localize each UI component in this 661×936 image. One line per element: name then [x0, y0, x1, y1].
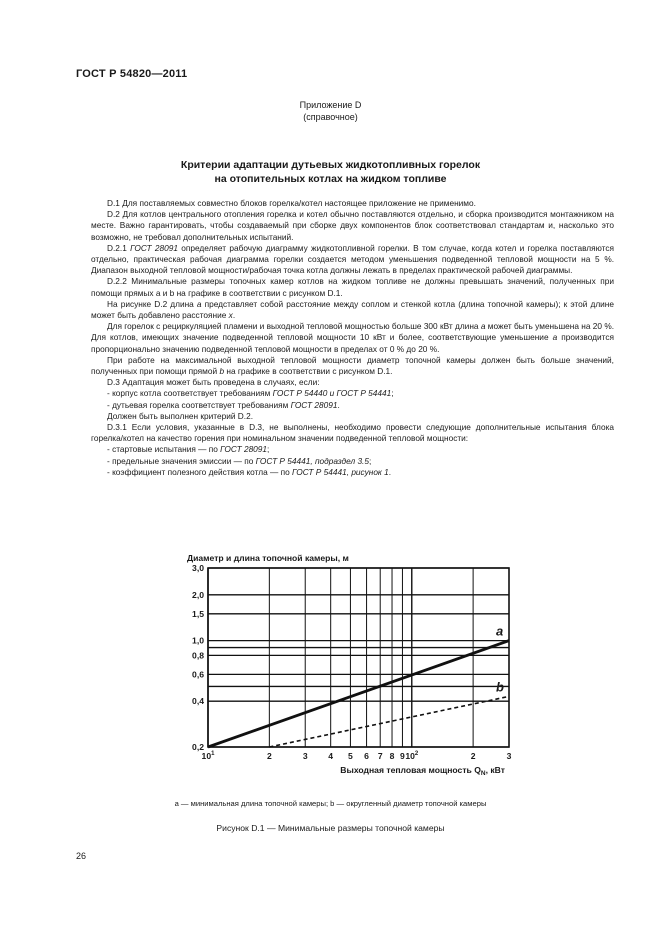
symbol-b: b [219, 366, 225, 377]
text-run: На рисунке D.2 длина [107, 298, 197, 309]
paragraph-d3-1: D.3.1 Если условия, указанные в D.3, не выполнены, необходимо провести следующие дополнительные испытания блока горелка/котел на качество горения при номинальном значении подведенной тепловой мощности: [91, 422, 614, 444]
y-tick-label: 1,5 [192, 608, 204, 619]
x-tick-label: 4 [328, 751, 334, 761]
standard-reference: ГОСТ Р 54440 и ГОСТ Р 54441 [272, 388, 392, 399]
text-run: - коэффициент полезного действия котла — по [107, 466, 293, 477]
text-run: на графике в соответствии с рисунком D.1. [224, 366, 393, 377]
x-tick-label: 5 [348, 751, 353, 761]
symbol-a: a [480, 321, 486, 332]
text-run: - стартовые испытания — по [107, 444, 221, 455]
standard-reference: ГОСТ Р 54441, подраздел 3.5 [255, 455, 369, 466]
text-run: D.2.1 [107, 242, 131, 253]
x-tick-label: 9 [400, 751, 405, 761]
paragraph-length-a [91, 299, 614, 321]
x-tick-label: 3 [302, 751, 308, 761]
paragraph-criterion: Должен быть выполнен критерий D.2. [107, 410, 254, 421]
x-axis-title [340, 765, 505, 777]
list-item [91, 444, 614, 455]
text-run: - предельные значения эмиссии — по [107, 455, 256, 466]
y-tick-label: 0,2 [192, 742, 204, 752]
standard-reference: ГОСТ 28091 [290, 399, 338, 410]
x-tick-exponent: 2 [414, 751, 419, 757]
x-tick-label: 2 [470, 751, 476, 761]
x-tick-label: 2 [266, 751, 272, 761]
series-label-a: a [496, 623, 504, 639]
text-run: ; [267, 444, 270, 455]
appendix-type: (справочное) [303, 112, 358, 122]
body-text [91, 198, 614, 478]
chart-labels [192, 563, 512, 761]
figure-d1 [180, 548, 520, 788]
y-tick-label: 1,0 [192, 635, 204, 646]
text-run: производится пропорционально значению подведенной тепловой мощности в пределах от 0 % до 20 %. [91, 332, 614, 354]
appendix-label: Приложение D [299, 100, 362, 110]
symbol-a: a [552, 332, 558, 343]
x-axis-title-subscript: N [480, 770, 486, 777]
y-tick-label: 0,8 [192, 650, 204, 661]
list-item [91, 388, 614, 399]
y-tick-label: 0,6 [192, 669, 204, 680]
y-axis-title: Диаметр и длина топочной камеры, м [187, 553, 349, 563]
text-run: - корпус котла соответствует требованиям [107, 388, 273, 399]
x-tick-exponent: 1 [211, 751, 215, 757]
paragraph-d1: D.1 Для поставляемых совместно блоков горелка/котел настоящее приложение не применимо. [107, 198, 476, 208]
page-number: 26 [76, 851, 87, 861]
document-header: ГОСТ Р 54820—2011 [76, 68, 188, 80]
chart-svg [180, 548, 520, 788]
paragraph-d2: D.2 Для котлов центрального отопления горелка и котел обычно поставляются отдельно, и сборка производится монтажником на месте. Важно гарантировать, чтобы создаваемый при сборке двух компонентов блок соответствовал стандартам и, насколько это возможно, не требовал дополнительных испытаний. [91, 209, 614, 242]
x-tick-label: 7 [377, 751, 383, 761]
x-axis-title-text: Выходная тепловая мощность Q [340, 765, 481, 775]
paragraph-d3: D.3 Адаптация может быть проведена в случаях, если: [107, 377, 320, 388]
text-run: ; [391, 388, 394, 399]
x-tick-label: $10^1$ [201, 751, 215, 761]
series-line-a [208, 641, 509, 747]
list-item [91, 467, 614, 478]
standard-reference: ГОСТ 28091 [130, 242, 178, 253]
text-run: При работе на максимальной выходной тепловой мощности диаметр топочной камеры должен быть больше значений, полученных при помощи прямой [91, 354, 614, 377]
text-run: . [232, 310, 236, 321]
text-run: . [388, 466, 392, 477]
x-tick-label: 6 [364, 751, 369, 761]
list-item [91, 456, 614, 467]
paragraph-diameter [91, 355, 614, 377]
x-tick-label: $10^2$ [405, 751, 419, 761]
figure-caption: Рисунок D.1 — Минимальные размеры топочной камеры [216, 823, 445, 833]
x-tick-label: 8 [389, 751, 395, 761]
symbol-x: x [228, 310, 233, 321]
figure-legend-note: a — минимальная длина топочной камеры; b — округленный диаметр топочной камеры [174, 799, 487, 808]
y-tick-label: 0,4 [192, 696, 204, 707]
chart-series [208, 641, 509, 747]
y-tick-label: 2,0 [192, 589, 204, 600]
text-run: может быть уменьшена на 20 %. Для котлов, имеющих значение подведенной тепловой мощности 10 кВт и более, соответствующие уменьшение [91, 321, 615, 343]
text-run: определяет рабочую диаграмму жидкотопливной горелки. В том случае, когда котел и горелка поставляются отдельно, практическая рабочая диаграмма горелки создается методом уменьшения подведенной тепловой мощности на 5 %. Диапазон выходной тепловой мощности/рабочая точка котла должны лежать в пределах практической рабочей диаграммы. [91, 242, 615, 276]
paragraph-d2-1 [91, 243, 614, 277]
text-run: . [337, 399, 340, 410]
standard-reference: ГОСТ 28091 [220, 444, 268, 455]
x-tick-label: 3 [506, 751, 512, 761]
standard-reference: ГОСТ Р 54441, рисунок 1 [292, 466, 389, 477]
text-run: Для горелок с рециркуляцией пламени и выходной тепловой мощностью больше 300 кВт длина [107, 321, 481, 332]
appendix-title-line-1: Критерии адаптации дутьевых жидкотопливных горелок [180, 159, 481, 171]
x-axis-title-unit: , кВт [485, 765, 505, 775]
paragraph-recirculation [91, 321, 614, 355]
text-run: представляет собой расстояние между соплом и стенкой котла (длина топочной камеры); к этой длине может быть добавлено расстояние [91, 298, 614, 321]
symbol-a: a [196, 298, 202, 309]
text-run: - дутьевая горелка соответствует требованиям [107, 399, 291, 410]
series-label-b: b [496, 679, 504, 695]
y-tick-label: 3,0 [192, 563, 204, 573]
appendix-title-line-2: на отопительных котлах на жидком топливе [214, 173, 447, 185]
list-item [91, 400, 614, 411]
text-run: ; [368, 455, 372, 466]
paragraph-d2-2: D.2.2 Минимальные размеры топочных камер котлов на жидком топливе не должны превышать значений, полученных при помощи прямых a и b на графике в соответствии с рисунком D.1. [91, 276, 614, 298]
